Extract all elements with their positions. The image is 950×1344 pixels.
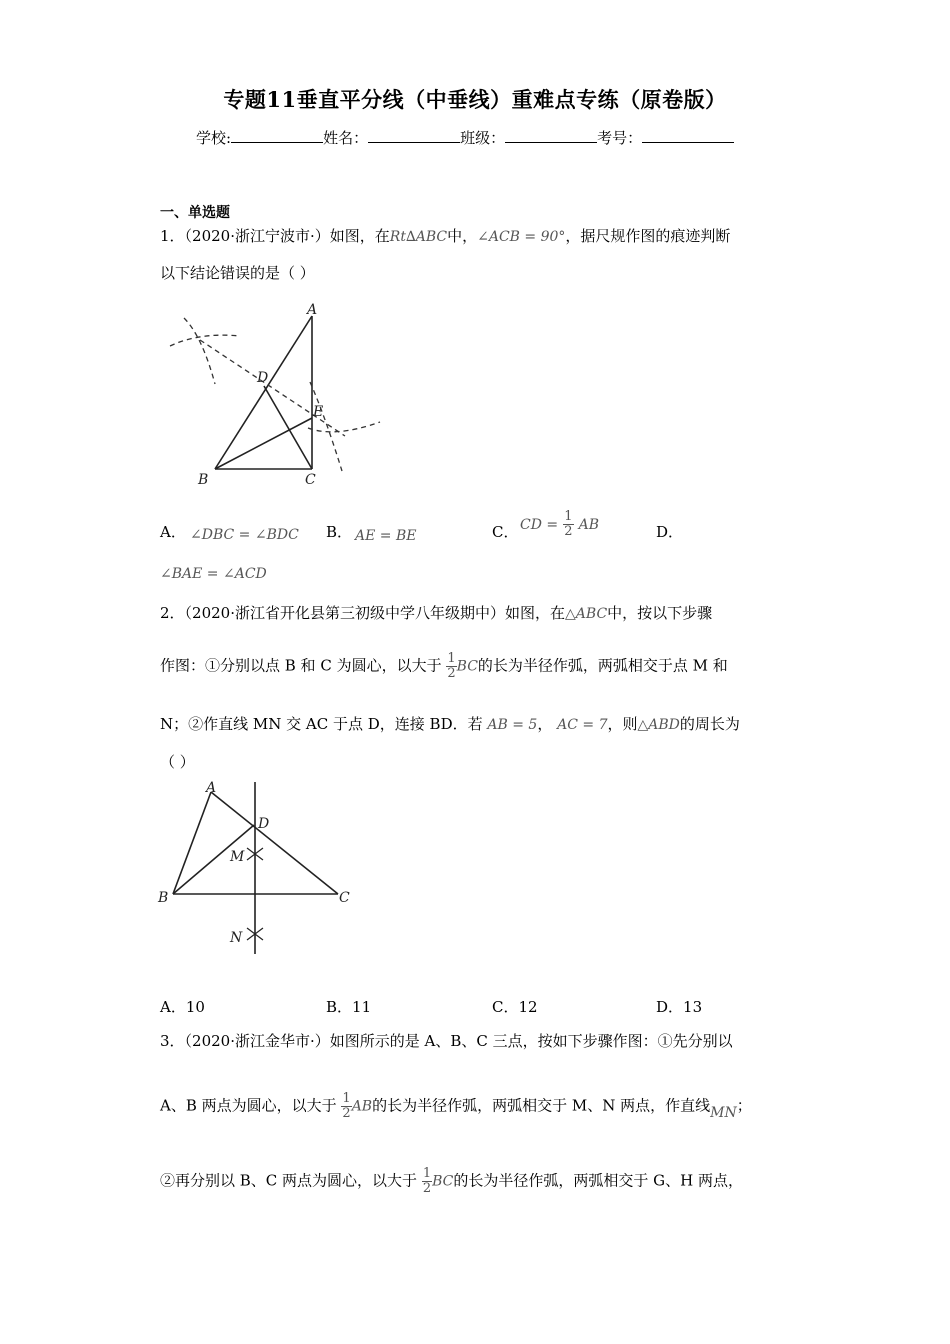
question-text: ②再分别以 B、C 两点为圆心，以大于 bbox=[160, 1171, 418, 1190]
option-value: 11 bbox=[352, 998, 372, 1016]
question-text: 的长为半径作弧，两弧相交于 G、H 两点， bbox=[453, 1171, 743, 1190]
option-label: C． bbox=[492, 523, 519, 541]
construction-arc bbox=[308, 422, 380, 432]
math-expression: CD = bbox=[520, 517, 559, 533]
question-text: 如图，在 bbox=[329, 227, 390, 245]
segment-ab bbox=[215, 316, 312, 469]
question-text: 中，按以下步骤 bbox=[607, 604, 713, 622]
fraction-denominator: 2 bbox=[447, 666, 456, 681]
math-expression: △ABD bbox=[637, 717, 680, 733]
figure-2-construction bbox=[155, 776, 365, 960]
school-label: 学校: bbox=[196, 129, 232, 147]
option-d-math: ∠BAE = ∠ACD bbox=[160, 566, 267, 582]
section-heading: 一、单选题 bbox=[160, 205, 230, 221]
segment-ac bbox=[211, 792, 338, 894]
option-a-math: ∠DBC = ∠BDC bbox=[190, 527, 299, 543]
option-label: B． bbox=[326, 998, 353, 1016]
label-d: D bbox=[257, 370, 269, 386]
name-blank[interactable] bbox=[368, 128, 460, 143]
fraction-numerator: 1 bbox=[342, 1091, 351, 1106]
option-label: A． bbox=[160, 998, 186, 1016]
label-m: M bbox=[230, 849, 245, 865]
label-a: A bbox=[307, 302, 318, 318]
option-value: 13 bbox=[683, 998, 703, 1016]
punctuation: ； bbox=[736, 1096, 752, 1115]
question-source: （2020·浙江金华市·） bbox=[184, 1032, 330, 1050]
fraction-denominator: 2 bbox=[342, 1106, 351, 1121]
question-1-line-2: 以下结论错误的是（ ） bbox=[160, 264, 315, 282]
label-d: D bbox=[258, 816, 270, 832]
fraction bbox=[446, 652, 456, 681]
math-expression: AB bbox=[351, 1098, 373, 1115]
math-expression: AC = 7 bbox=[557, 717, 608, 733]
fraction bbox=[563, 510, 573, 539]
math-expression: Rt∆ABC bbox=[389, 229, 448, 245]
question-2-line-2 bbox=[160, 652, 728, 681]
fraction-denominator: 2 bbox=[564, 524, 573, 539]
question-text: 的长为半径作弧，两弧相交于点 M 和 bbox=[477, 656, 728, 675]
question-text: 的周长为 bbox=[679, 715, 740, 733]
question-3-line-3 bbox=[160, 1167, 743, 1196]
perpendicular-bisector-dashed bbox=[200, 340, 345, 436]
question-1-line-1 bbox=[160, 226, 730, 247]
question-text: 作图：①分别以点 B 和 C 为圆心，以大于 bbox=[160, 656, 442, 675]
exam-number-label: 考号： bbox=[597, 129, 643, 147]
name-label: 姓名： bbox=[323, 129, 369, 147]
question-3-line-1 bbox=[160, 1031, 733, 1051]
question-text: 如图，在 bbox=[505, 604, 566, 622]
fraction-numerator: 1 bbox=[564, 509, 573, 524]
label-b: B bbox=[158, 890, 169, 906]
question-text: N；②作直线 MN 交 AC 于点 D，连接 BD．若 bbox=[160, 715, 483, 733]
option-a[interactable] bbox=[160, 996, 205, 1017]
math-expression: BC bbox=[456, 658, 478, 675]
label-c: C bbox=[339, 890, 350, 906]
option-c-math bbox=[520, 510, 599, 539]
math-expression: ∠ACB = 90° bbox=[477, 229, 566, 245]
construction-arc bbox=[170, 335, 240, 346]
punctuation: ， bbox=[537, 715, 553, 733]
construction-arc bbox=[184, 318, 215, 384]
question-2-line-1 bbox=[160, 603, 712, 624]
option-label: C． bbox=[492, 998, 519, 1016]
fraction-numerator: 1 bbox=[422, 1166, 432, 1181]
school-blank[interactable] bbox=[231, 128, 323, 143]
student-info-line bbox=[196, 127, 734, 148]
option-d[interactable] bbox=[656, 521, 683, 542]
construction-arc bbox=[310, 382, 342, 471]
math-expression: MN bbox=[710, 1104, 737, 1121]
fraction-denominator: 2 bbox=[422, 1181, 432, 1196]
label-c: C bbox=[305, 472, 316, 488]
fraction bbox=[422, 1167, 432, 1196]
fraction-numerator: 1 bbox=[447, 651, 456, 666]
option-b[interactable] bbox=[326, 521, 352, 542]
option-d[interactable] bbox=[656, 996, 702, 1017]
option-c[interactable] bbox=[492, 521, 518, 542]
label-e: E bbox=[313, 404, 324, 420]
option-label: A． bbox=[160, 523, 186, 541]
question-text: 如图所示的是 A、B、C 三点，按如下步骤作图：①先分别以 bbox=[329, 1032, 733, 1050]
class-blank[interactable] bbox=[505, 128, 597, 143]
label-n: N bbox=[230, 930, 243, 946]
math-expression: BC bbox=[432, 1173, 454, 1190]
math-expression: AB bbox=[578, 517, 599, 533]
question-text: A、B 两点为圆心，以大于 bbox=[160, 1096, 337, 1115]
question-number: 2． bbox=[160, 604, 185, 622]
math-expression: AB = 5 bbox=[487, 717, 538, 733]
question-text: ，则 bbox=[607, 715, 638, 733]
label-b: B bbox=[198, 472, 209, 488]
question-source: （2020·浙江省开化县第三初级中学八年级期中） bbox=[184, 604, 505, 622]
question-text: 中， bbox=[447, 227, 478, 245]
math-expression: △ABC bbox=[565, 606, 608, 622]
option-value: 10 bbox=[185, 998, 205, 1016]
fraction bbox=[341, 1092, 351, 1121]
question-source: （2020·浙江宁波市·） bbox=[184, 227, 330, 245]
question-text: 的长为半径作弧，两弧相交于 M、N 两点，作直线 bbox=[372, 1096, 711, 1115]
option-a[interactable] bbox=[160, 521, 186, 542]
page-title: 专题11垂直平分线（中垂线）重难点专练（原卷版） bbox=[223, 87, 727, 112]
question-2-line-3 bbox=[160, 714, 740, 735]
question-2-line-4: （ ） bbox=[160, 753, 195, 771]
question-text: ，据尺规作图的痕迹判断 bbox=[565, 227, 731, 245]
option-label: B． bbox=[326, 523, 353, 541]
option-b[interactable] bbox=[326, 996, 371, 1017]
class-label: 班级： bbox=[460, 129, 506, 147]
label-a: A bbox=[206, 780, 217, 796]
exam-number-blank[interactable] bbox=[642, 128, 734, 143]
question-3-line-2 bbox=[160, 1092, 752, 1121]
question-number: 1． bbox=[160, 227, 185, 245]
option-label: D． bbox=[656, 998, 684, 1016]
option-c[interactable] bbox=[492, 996, 538, 1017]
question-number: 3． bbox=[160, 1032, 185, 1050]
option-label: D． bbox=[656, 523, 684, 541]
segment-cd bbox=[264, 386, 312, 469]
option-b-math: AE = BE bbox=[355, 528, 417, 544]
figure-1-construction bbox=[160, 296, 390, 492]
option-value: 12 bbox=[518, 998, 538, 1016]
